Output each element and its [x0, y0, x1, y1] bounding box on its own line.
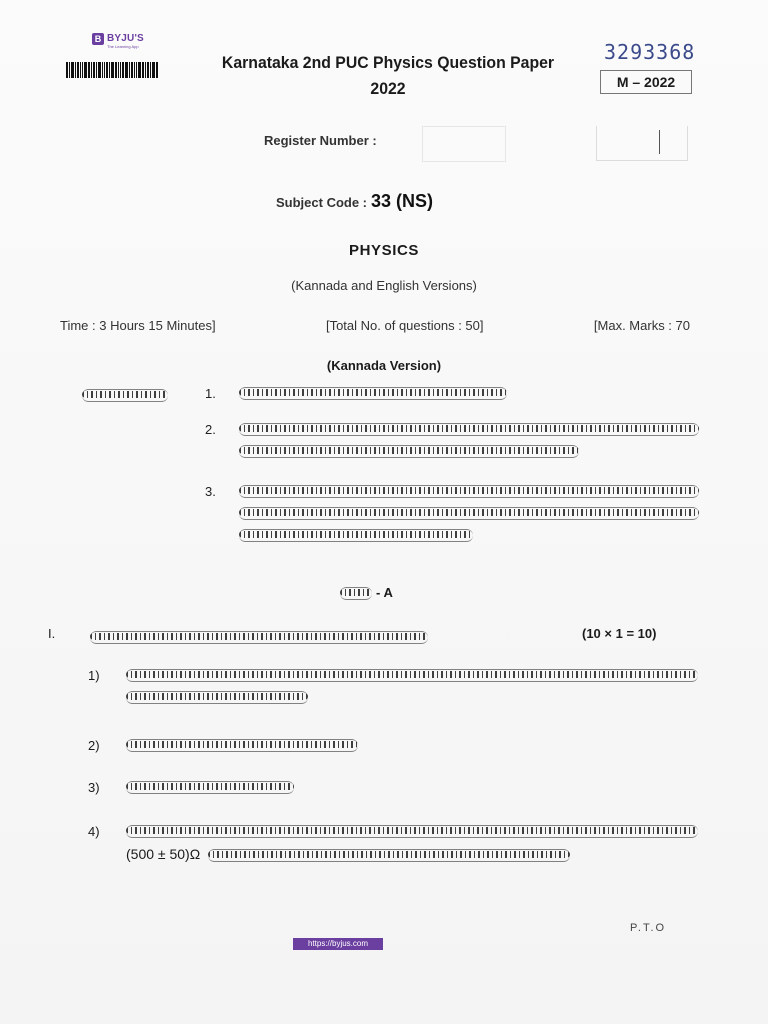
question-text — [126, 738, 358, 750]
question-text — [126, 824, 698, 836]
question-item — [88, 738, 358, 753]
byjus-logo-icon: B — [92, 33, 104, 45]
question-text — [126, 668, 698, 680]
question-text — [208, 848, 570, 860]
register-number-box[interactable] — [596, 126, 688, 161]
time-allowed: Time : 3 Hours 15 Minutes] — [60, 318, 216, 333]
instruction-number: 1. — [205, 386, 216, 401]
byjus-logo[interactable] — [92, 33, 144, 49]
instruction-item — [205, 484, 699, 540]
question-text — [126, 780, 294, 792]
instructions-label — [82, 388, 168, 402]
paper-title-line1: Karnataka 2nd PUC Physics Question Paper — [221, 53, 555, 72]
section-label-glyph — [340, 586, 372, 598]
register-number-label: Register Number : — [264, 133, 377, 148]
section-heading — [340, 584, 430, 600]
question-number: 2) — [88, 738, 100, 753]
instruction-text — [239, 444, 579, 456]
instruction-item — [205, 386, 507, 401]
instruction-text — [239, 422, 699, 434]
question-item — [88, 780, 294, 795]
register-number-field[interactable] — [422, 126, 506, 162]
question-number: 4) — [88, 824, 100, 839]
logo-name: BYJU'S — [107, 33, 144, 44]
paper-title — [213, 50, 563, 102]
question-group-instruction — [90, 627, 428, 645]
instruction-number: 2. — [205, 422, 216, 437]
subject-code-value: 33 (NS) — [371, 191, 434, 211]
section-label: - A — [376, 584, 393, 600]
question-text — [126, 690, 308, 702]
question-group-text — [90, 630, 428, 642]
paper-meta-row — [60, 318, 690, 333]
instruction-item — [205, 422, 699, 456]
register-box-divider — [659, 130, 660, 154]
page-turn-note: P.T.O — [630, 922, 667, 934]
version-heading: (Kannada Version) — [326, 358, 442, 373]
question-group-marks: (10 × 1 = 10) — [582, 626, 657, 641]
total-questions: [Total No. of questions : 50] — [325, 318, 484, 333]
subject-code — [276, 191, 433, 212]
versions-note: (Kannada and English Versions) — [291, 278, 477, 293]
instruction-text — [239, 484, 699, 496]
paper-title-line2: 2022 — [370, 79, 406, 98]
instruction-text — [239, 386, 507, 398]
logo-tagline: The Learning App — [107, 44, 139, 49]
question-number: 3) — [88, 780, 100, 795]
source-url-link[interactable]: https://byjus.com — [293, 938, 383, 950]
instruction-text — [239, 506, 699, 518]
instruction-number: 3. — [205, 484, 216, 499]
subject-name: PHYSICS — [348, 242, 420, 259]
instruction-text — [239, 528, 473, 540]
question-item — [88, 668, 698, 702]
barcode-icon — [66, 62, 168, 78]
question-number: 1) — [88, 668, 100, 683]
subject-code-label: Subject Code : — [276, 195, 368, 210]
question-group-number: I. — [48, 626, 56, 641]
resistance-expression: (500 ± 50)Ω — [126, 846, 201, 862]
question-item — [88, 824, 698, 862]
serial-number: 3293368 — [604, 40, 696, 64]
paper-code-box: M – 2022 — [600, 70, 692, 94]
question-text-line — [126, 846, 698, 862]
max-marks: [Max. Marks : 70 — [593, 318, 690, 333]
